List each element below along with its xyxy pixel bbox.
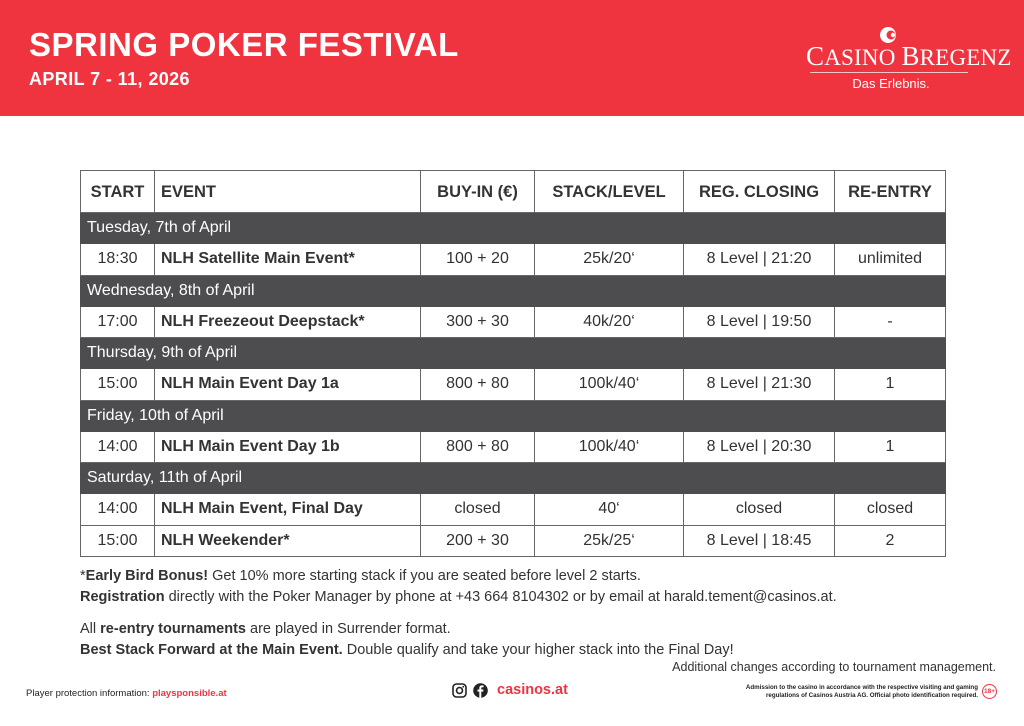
cell-reg-closing: 8 Level | 19:50 <box>684 306 835 338</box>
day-label: Saturday, 11th of April <box>81 463 946 494</box>
column-header-start: START <box>81 171 155 213</box>
page-title: SPRING POKER FESTIVAL <box>29 26 459 63</box>
header-banner <box>0 0 1024 116</box>
day-row <box>81 275 946 306</box>
cell-event: NLH Main Event, Final Day <box>155 494 421 526</box>
casinos-website-link[interactable]: casinos.at <box>497 682 568 698</box>
cell-stack: 100k/40‘ <box>535 369 684 401</box>
cell-event: NLH Main Event Day 1a <box>155 369 421 401</box>
cell-stack: 100k/40‘ <box>535 431 684 463</box>
day-label: Friday, 10th of April <box>81 400 946 431</box>
social-links <box>452 681 568 699</box>
note-additional-changes: Additional changes according to tournament management. <box>672 660 996 674</box>
column-header-stack-level: STACK/LEVEL <box>535 171 684 213</box>
table-row <box>81 244 946 276</box>
cell-reg-closing: 8 Level | 21:30 <box>684 369 835 401</box>
column-header-event: EVENT <box>155 171 421 213</box>
cell-reentry: 1 <box>835 369 946 401</box>
day-row <box>81 400 946 431</box>
day-row <box>81 213 946 244</box>
age-restriction-badge: 18+ <box>982 684 997 699</box>
cell-stack: 25k/20‘ <box>535 244 684 276</box>
note-registration: Registration directly with the Poker Manager by phone at +43 664 8104302 or by email at harald.tement@casinos.at. <box>80 589 837 605</box>
cell-event: NLH Satellite Main Event* <box>155 244 421 276</box>
cell-stack: 40‘ <box>535 494 684 526</box>
admission-notice: Admission to the casino in accordance with the respective visiting and gaming regulations of Casinos Austria AG. Official photo identification required. <box>745 684 978 699</box>
event-dates: APRIL 7 - 11, 2026 <box>29 69 190 89</box>
cell-reentry: 2 <box>835 525 946 557</box>
cell-reentry: 1 <box>835 431 946 463</box>
cell-buyin: closed <box>421 494 535 526</box>
cell-event: NLH Weekender* <box>155 525 421 557</box>
cell-buyin: 800 + 80 <box>421 431 535 463</box>
cell-reentry: closed <box>835 494 946 526</box>
day-row <box>81 338 946 369</box>
cell-start: 17:00 <box>81 306 155 338</box>
casino-logo-mark-icon <box>876 26 902 44</box>
cell-start: 14:00 <box>81 431 155 463</box>
table-row <box>81 369 946 401</box>
cell-reg-closing: 8 Level | 21:20 <box>684 244 835 276</box>
table-row <box>81 306 946 338</box>
note-reentry: All re-entry tournaments are played in Surrender format. <box>80 621 451 637</box>
table-row <box>81 525 946 557</box>
notes-section <box>80 566 980 661</box>
tournament-schedule-table <box>80 170 946 557</box>
column-header-reg-closing: REG. CLOSING <box>684 171 835 213</box>
player-protection-info: Player protection information: playsponsible.at <box>26 688 227 699</box>
cell-start: 15:00 <box>81 369 155 401</box>
casino-bregenz-logo <box>806 24 1012 94</box>
cell-buyin: 800 + 80 <box>421 369 535 401</box>
note-early-bird: *Early Bird Bonus! Get 10% more starting stack if you are seated before level 2 starts. <box>80 568 641 584</box>
column-header-reentry: RE-ENTRY <box>835 171 946 213</box>
facebook-icon[interactable] <box>473 683 488 698</box>
table-row <box>81 494 946 526</box>
cell-event: NLH Main Event Day 1b <box>155 431 421 463</box>
note-best-stack: Best Stack Forward at the Main Event. Double qualify and take your higher stack into the Final Day! <box>80 642 734 658</box>
day-row <box>81 463 946 494</box>
day-label: Wednesday, 8th of April <box>81 275 946 306</box>
cell-reg-closing: 8 Level | 20:30 <box>684 431 835 463</box>
cell-start: 15:00 <box>81 525 155 557</box>
logo-divider <box>810 72 968 73</box>
cell-reentry: unlimited <box>835 244 946 276</box>
playsponsible-link[interactable]: playsponsible.at <box>152 688 227 699</box>
instagram-icon[interactable] <box>452 683 467 698</box>
table-header-row <box>81 171 946 213</box>
cell-buyin: 300 + 30 <box>421 306 535 338</box>
day-label: Thursday, 9th of April <box>81 338 946 369</box>
cell-reg-closing: closed <box>684 494 835 526</box>
cell-reg-closing: 8 Level | 18:45 <box>684 525 835 557</box>
table-row <box>81 431 946 463</box>
cell-buyin: 200 + 30 <box>421 525 535 557</box>
logo-wordmark: CASINO BREGENZ <box>806 41 1012 71</box>
cell-start: 18:30 <box>81 244 155 276</box>
cell-reentry: - <box>835 306 946 338</box>
cell-stack: 25k/25‘ <box>535 525 684 557</box>
cell-start: 14:00 <box>81 494 155 526</box>
cell-buyin: 100 + 20 <box>421 244 535 276</box>
day-label: Tuesday, 7th of April <box>81 213 946 244</box>
cell-stack: 40k/20‘ <box>535 306 684 338</box>
cell-event: NLH Freezeout Deepstack* <box>155 306 421 338</box>
column-header-buyin: BUY-IN (€) <box>421 171 535 213</box>
logo-tagline: Das Erlebnis. <box>852 76 930 91</box>
